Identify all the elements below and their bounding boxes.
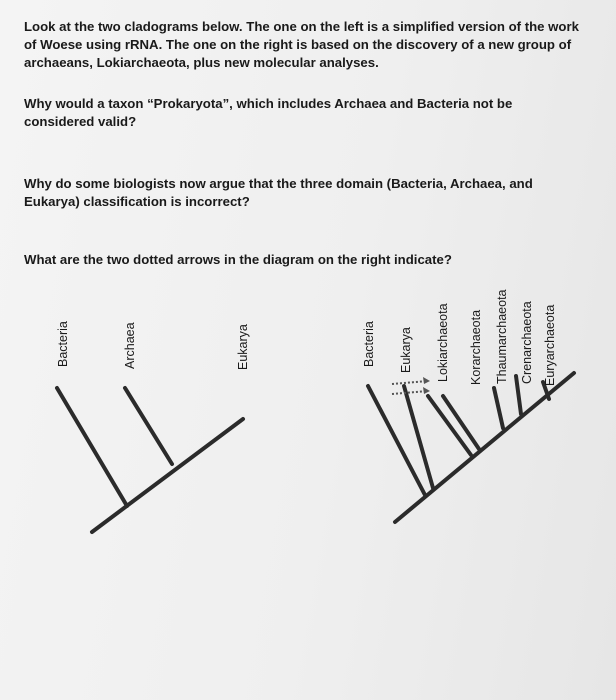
dotted-arrows bbox=[392, 381, 428, 394]
question-dotted-arrows: What are the two dotted arrows in the diagram on the right indicate? bbox=[24, 252, 452, 267]
taxon-label-thaumarchaeota: Thaumarchaeota bbox=[495, 289, 509, 384]
taxon-label-archaea: Archaea bbox=[123, 322, 137, 369]
question-three-domain: Why do some biologists now argue that the three domain (Bacteria, Archaea, and Eukarya) classification is incorrect? bbox=[24, 176, 533, 209]
arrowhead-upper bbox=[423, 377, 430, 384]
taxon-label-korarchaeota: Korarchaeota bbox=[469, 309, 483, 385]
taxon-label-crenarchaeota: Crenarchaeota bbox=[520, 301, 534, 384]
arrowhead-lower bbox=[423, 387, 430, 394]
question-prokaryota: Why would a taxon “Prokaryota”, which includes Archaea and Bacteria not be considered valid? bbox=[24, 96, 513, 129]
right-cladogram-labels bbox=[362, 289, 557, 386]
dotted-arrowheads bbox=[423, 377, 430, 394]
taxon-label-bacteria-right: Bacteria bbox=[362, 321, 376, 367]
right-branch-bacteria bbox=[368, 386, 425, 495]
right-branch-eukarya bbox=[404, 386, 433, 488]
taxon-label-eukarya-right: Eukarya bbox=[399, 327, 413, 373]
taxon-label-eukarya: Eukarya bbox=[236, 324, 250, 370]
taxon-label-euryarchaeota: Euryarchaeota bbox=[543, 304, 557, 386]
dotted-arrow-upper bbox=[392, 381, 428, 384]
left-cladogram-labels bbox=[56, 321, 250, 370]
dotted-arrow-lower bbox=[392, 391, 428, 394]
taxon-label-bacteria: Bacteria bbox=[56, 321, 70, 367]
intro-paragraph: Look at the two cladograms below. The one on the left is a simplified version of the work of Woese using rRNA. The one on the right is based on the discovery of a new group of archaeans, Lokiarchaeota, plus new molecular analyses. bbox=[24, 19, 579, 70]
taxon-label-lokiarchaeota: Lokiarchaeota bbox=[436, 303, 450, 382]
left-root-branch bbox=[92, 419, 243, 532]
right-cladogram bbox=[368, 373, 574, 522]
left-branch-archaea bbox=[125, 388, 172, 464]
left-branch-bacteria bbox=[57, 388, 127, 506]
right-branch-thaumarchaeota bbox=[494, 388, 503, 428]
left-cladogram bbox=[57, 388, 243, 532]
